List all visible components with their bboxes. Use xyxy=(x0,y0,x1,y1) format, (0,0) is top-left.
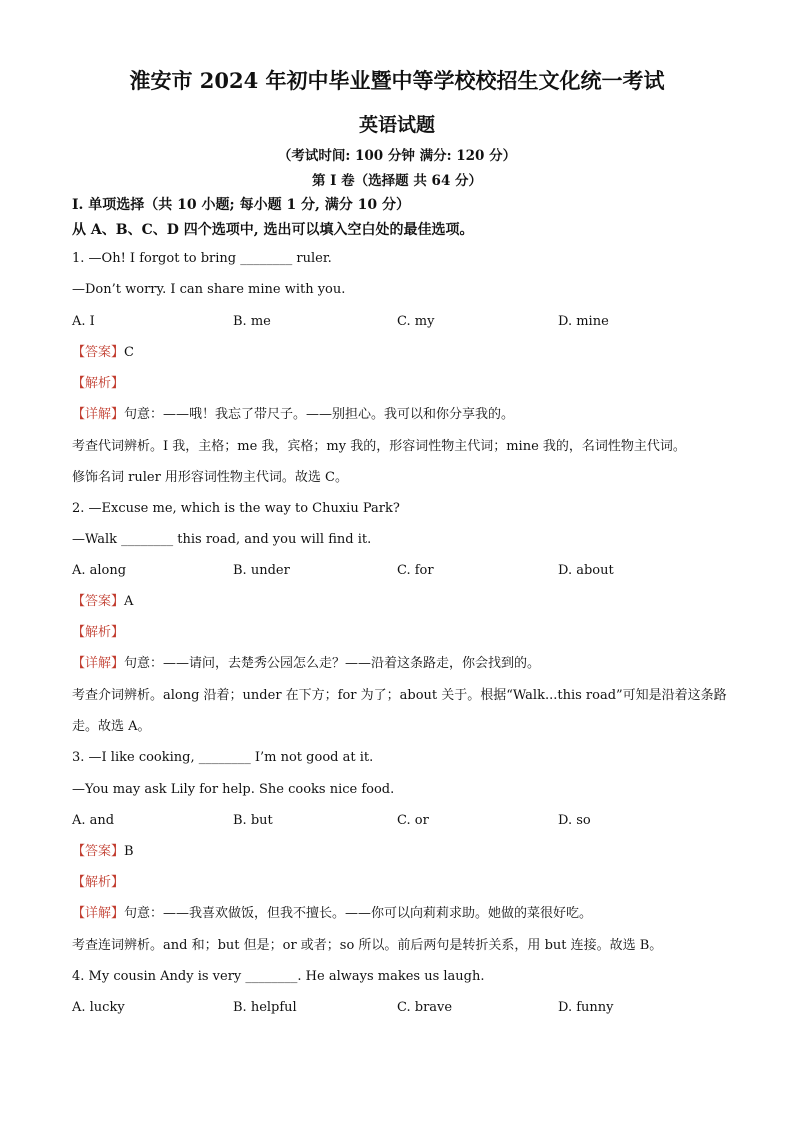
analysis-label: 【解析】 xyxy=(72,376,125,391)
q1-line1: 1. —Oh! I forgot to bring ________ ruler. xyxy=(72,251,332,266)
q1-option-c: C. my xyxy=(397,314,435,329)
q2-detail-row xyxy=(72,656,540,672)
q3-line2: —You may ask Lily for help. She cooks nice food. xyxy=(72,782,395,797)
part-heading: 第 I 卷（选择题 共 64 分） xyxy=(311,173,483,189)
q2-detail-line1: 句意：——请问，去楚秀公园怎么走？——沿着这条路走，你会找到的。 xyxy=(124,656,541,671)
detail-label: 【详解】 xyxy=(72,656,125,671)
q3-option-c: C. or xyxy=(397,813,429,828)
q3-answer-row xyxy=(72,844,134,860)
exam-title: 淮安市 2024 年初中毕业暨中等学校校招生文化统一考试 xyxy=(129,68,665,93)
q3-option-d: D. so xyxy=(558,813,591,828)
q1-option-d: D. mine xyxy=(558,314,609,329)
q1-option-b: B. me xyxy=(233,314,271,329)
q2-analysis-row xyxy=(72,625,124,641)
section-heading: I. 单项选择（共 10 小题; 每小题 1 分, 满分 10 分） xyxy=(72,197,411,213)
analysis-label: 【解析】 xyxy=(72,875,125,890)
q2-line2: —Walk ________ this road, and you will find it. xyxy=(72,532,372,547)
q3-option-a: A. and xyxy=(72,813,115,828)
q4-option-c: C. brave xyxy=(397,1000,453,1015)
q4-option-d: D. funny xyxy=(558,1000,614,1015)
q3-detail-line1: 句意：——我喜欢做饭，但我不擅长。——你可以向莉莉求助。她做的菜很好吃。 xyxy=(124,906,593,921)
q3-analysis-row xyxy=(72,875,124,891)
q3-detail-row xyxy=(72,906,592,922)
q2-option-c: C. for xyxy=(397,563,434,578)
q1-detail-line3: 修饰名词 ruler 用形容词性物主代词。故选 C。 xyxy=(72,470,348,485)
q2-option-b: B. under xyxy=(233,563,290,578)
q3-detail-line2: 考查连词辨析。and 和；but 但是；or 或者；so 所以。前后两句是转折关系，用 but 连接。故选 B。 xyxy=(72,938,663,953)
q4-line1: 4. My cousin Andy is very ________. He always makes us laugh. xyxy=(72,969,485,984)
answer-label: 【答案】 xyxy=(72,844,125,859)
q1-option-a: A. I xyxy=(72,314,95,329)
detail-label: 【详解】 xyxy=(72,407,125,422)
q3-line1: 3. —I like cooking, ________ I’m not good at it. xyxy=(72,750,374,765)
q3-option-b: B. but xyxy=(233,813,273,828)
q2-answer-row xyxy=(72,594,133,610)
q1-line2: —Don’t worry. I can share mine with you. xyxy=(72,282,346,297)
q1-analysis-row xyxy=(72,376,124,392)
q1-detail-line2: 考查代词辨析。I 我，主格；me 我，宾格；my 我的，形容词性物主代词；mine 我的，名词性物主代词。 xyxy=(72,439,686,454)
q4-option-a: A. lucky xyxy=(72,1000,125,1015)
q2-detail-line2: 考查介词辨析。along 沿着；under 在下方；for 为了；about 关于。根据“Walk...this road”可知是沿着这条路 xyxy=(72,688,727,703)
q1-detail-row xyxy=(72,407,514,423)
q2-line1: 2. —Excuse me, which is the way to Chuxiu Park? xyxy=(72,501,400,516)
q4-option-b: B. helpful xyxy=(233,1000,297,1015)
analysis-label: 【解析】 xyxy=(72,625,125,640)
answer-label: 【答案】 xyxy=(72,345,125,360)
q2-detail-line3: 走。故选 A。 xyxy=(72,719,151,734)
q1-answer-row xyxy=(72,345,134,361)
q1-answer: C xyxy=(124,345,134,360)
q2-answer: A xyxy=(124,594,134,609)
q2-option-d: D. about xyxy=(558,563,614,578)
q2-option-a: A. along xyxy=(72,563,127,578)
detail-label: 【详解】 xyxy=(72,906,125,921)
section-instruction: 从 A、B、C、D 四个选项中, 选出可以填入空白处的最佳选项。 xyxy=(72,222,474,238)
subject-title: 英语试题 xyxy=(358,114,435,136)
time-score-line: （考试时间: 100 分钟 满分: 120 分） xyxy=(277,148,517,164)
q1-detail-line1: 句意：——哦！我忘了带尺子。——别担心。我可以和你分享我的。 xyxy=(124,407,515,422)
q3-answer: B xyxy=(124,844,134,859)
answer-label: 【答案】 xyxy=(72,594,125,609)
